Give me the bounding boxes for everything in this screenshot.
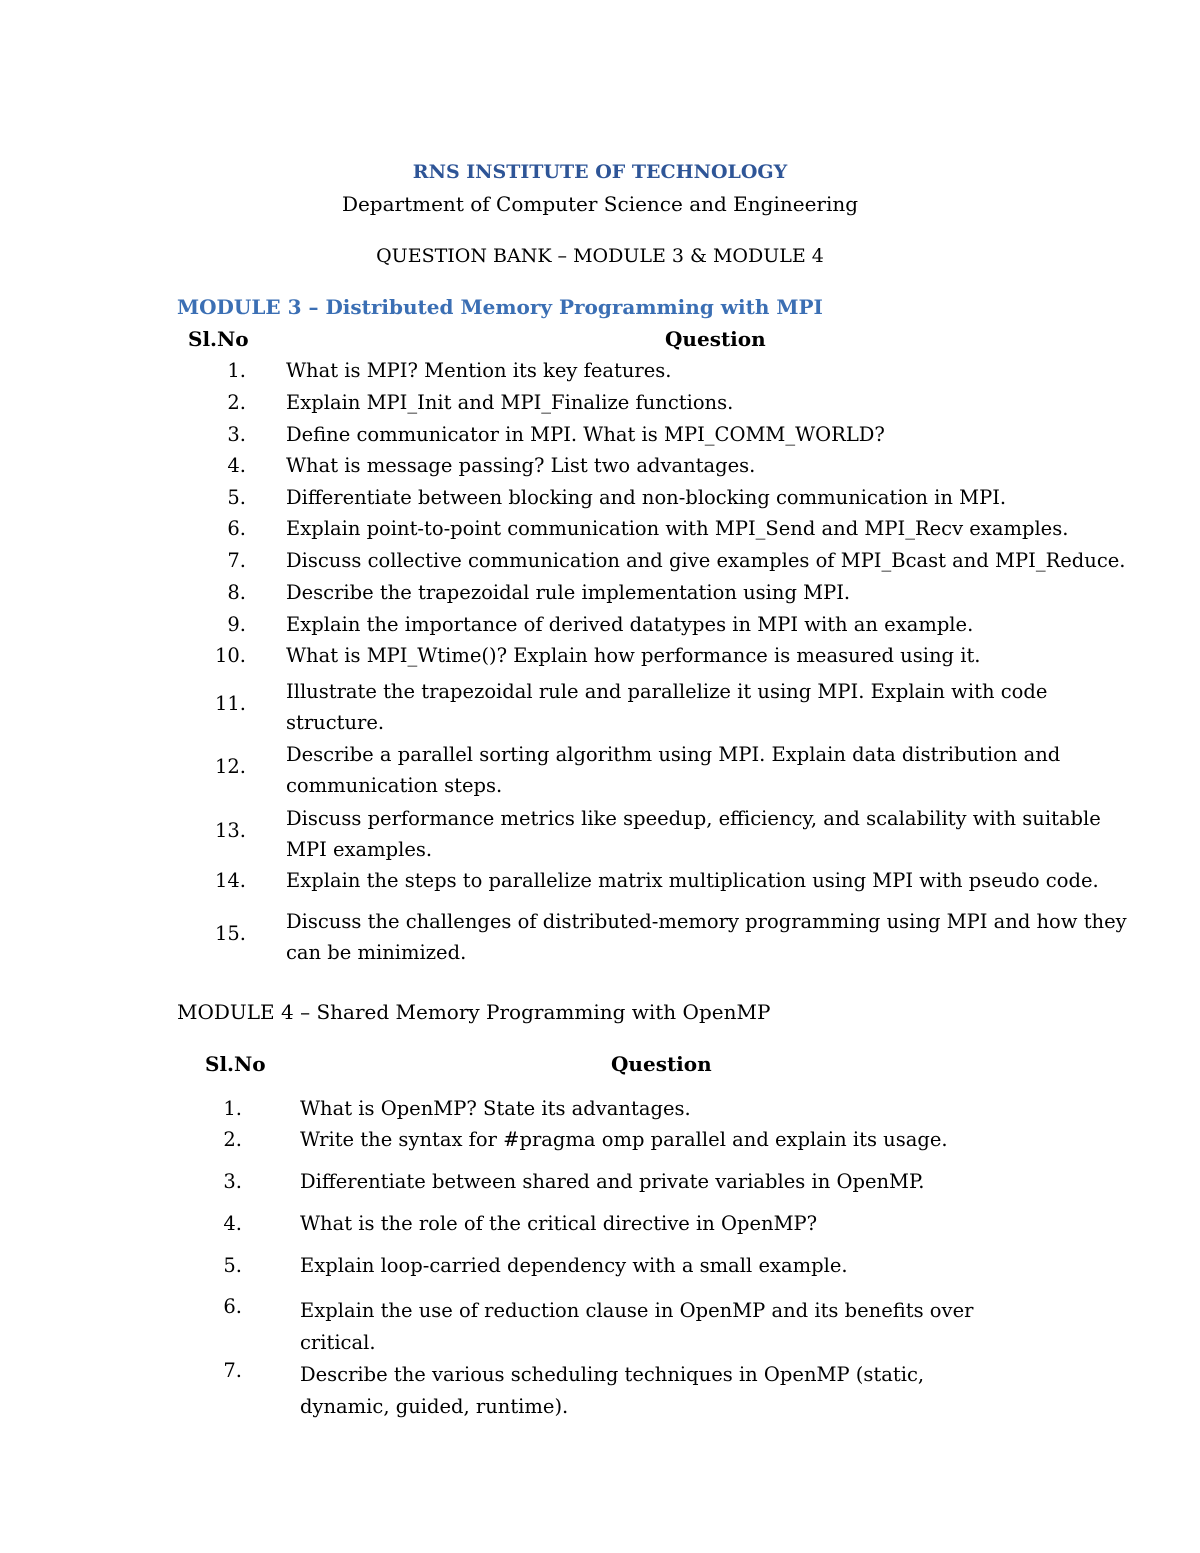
question-number: 1. <box>227 359 246 382</box>
question-text: Define communicator in MPI. What is MPI_COMM_WORLD? <box>286 423 885 446</box>
question-number: 10. <box>214 644 246 667</box>
question-text-line-1: Explain the use of reduction clause in OpenMP and its benefits over <box>300 1299 974 1322</box>
question-number: 7. <box>223 1359 242 1382</box>
question-text: Explain the steps to parallelize matrix multiplication using MPI with pseudo code. <box>286 869 1099 892</box>
question-text: What is message passing? List two advantages. <box>286 454 756 477</box>
module-3-slno-header: Sl.No <box>188 327 249 351</box>
question-number: 2. <box>223 1128 242 1151</box>
question-text: Explain loop-carried dependency with a small example. <box>300 1254 848 1277</box>
question-text: Explain the importance of derived datatypes in MPI with an example. <box>286 613 974 636</box>
question-text: What is MPI_Wtime()? Explain how performance is measured using it. <box>286 644 981 667</box>
question-text <box>300 1295 973 1359</box>
question-number: 12. <box>214 755 246 778</box>
question-number: 9. <box>227 613 246 636</box>
question-text: Explain point-to-point communication with MPI_Send and MPI_Recv examples. <box>286 517 1069 540</box>
question-text <box>286 739 1060 801</box>
question-number: 5. <box>223 1254 242 1277</box>
department-name: Department of Computer Science and Engineering <box>341 192 859 216</box>
module-3-question-header: Question <box>665 327 766 351</box>
question-number: 8. <box>227 581 246 604</box>
module-4-slno-header: Sl.No <box>205 1052 266 1076</box>
question-text-line-1: Discuss performance metrics like speedup, efficiency, and scalability with suitable <box>286 807 1101 830</box>
question-text <box>286 906 1127 968</box>
question-number: 13. <box>214 819 246 842</box>
question-text <box>286 803 1101 865</box>
question-number: 6. <box>223 1295 242 1318</box>
question-text-line-1: Illustrate the trapezoidal rule and parallelize it using MPI. Explain with code <box>286 680 1048 703</box>
institute-name: RNS INSTITUTE OF TECHNOLOGY <box>412 161 788 183</box>
question-text-line-2: communication steps. <box>286 774 503 797</box>
question-text: What is MPI? Mention its key features. <box>286 359 672 382</box>
document-title: QUESTION BANK – MODULE 3 & MODULE 4 <box>376 245 824 267</box>
question-text-line-1: Discuss the challenges of distributed-memory programming using MPI and how they <box>286 910 1127 933</box>
question-text-line-2: dynamic, guided, runtime). <box>300 1395 569 1418</box>
question-number: 4. <box>223 1212 242 1235</box>
question-text: Discuss collective communication and give examples of MPI_Bcast and MPI_Reduce. <box>286 549 1126 572</box>
question-text: Differentiate between shared and private variables in OpenMP. <box>300 1170 925 1193</box>
module-4-question-header: Question <box>611 1052 712 1076</box>
question-text: Describe the trapezoidal rule implementation using MPI. <box>286 581 851 604</box>
question-number: 6. <box>227 517 246 540</box>
module-4-title: MODULE 4 – Shared Memory Programming with OpenMP <box>177 1000 771 1024</box>
question-number: 15. <box>214 922 246 945</box>
question-text: What is OpenMP? State its advantages. <box>300 1097 691 1120</box>
question-number: 5. <box>227 486 246 509</box>
question-text: Explain MPI_Init and MPI_Finalize functions. <box>286 391 734 414</box>
question-number: 11. <box>214 692 246 715</box>
question-text <box>286 676 1047 738</box>
question-text-line-2: MPI examples. <box>286 838 433 861</box>
question-number: 3. <box>227 423 246 446</box>
question-number: 7. <box>227 549 246 572</box>
question-number: 1. <box>223 1097 242 1120</box>
question-number: 3. <box>223 1170 242 1193</box>
question-text: What is the role of the critical directive in OpenMP? <box>300 1212 818 1235</box>
question-text-line-2: can be minimized. <box>286 941 467 964</box>
question-number: 14. <box>214 869 246 892</box>
question-text-line-2: structure. <box>286 711 385 734</box>
question-number: 4. <box>227 454 246 477</box>
module-3-title: MODULE 3 – Distributed Memory Programming with MPI <box>177 295 823 319</box>
question-text-line-1: Describe a parallel sorting algorithm using MPI. Explain data distribution and <box>286 743 1061 766</box>
question-text: Write the syntax for #pragma omp parallel and explain its usage. <box>300 1128 948 1151</box>
question-text <box>300 1359 924 1423</box>
question-text-line-1: Describe the various scheduling techniques in OpenMP (static, <box>300 1363 925 1386</box>
question-text-line-2: critical. <box>300 1331 376 1354</box>
question-text: Differentiate between blocking and non-blocking communication in MPI. <box>286 486 1007 509</box>
question-number: 2. <box>227 391 246 414</box>
